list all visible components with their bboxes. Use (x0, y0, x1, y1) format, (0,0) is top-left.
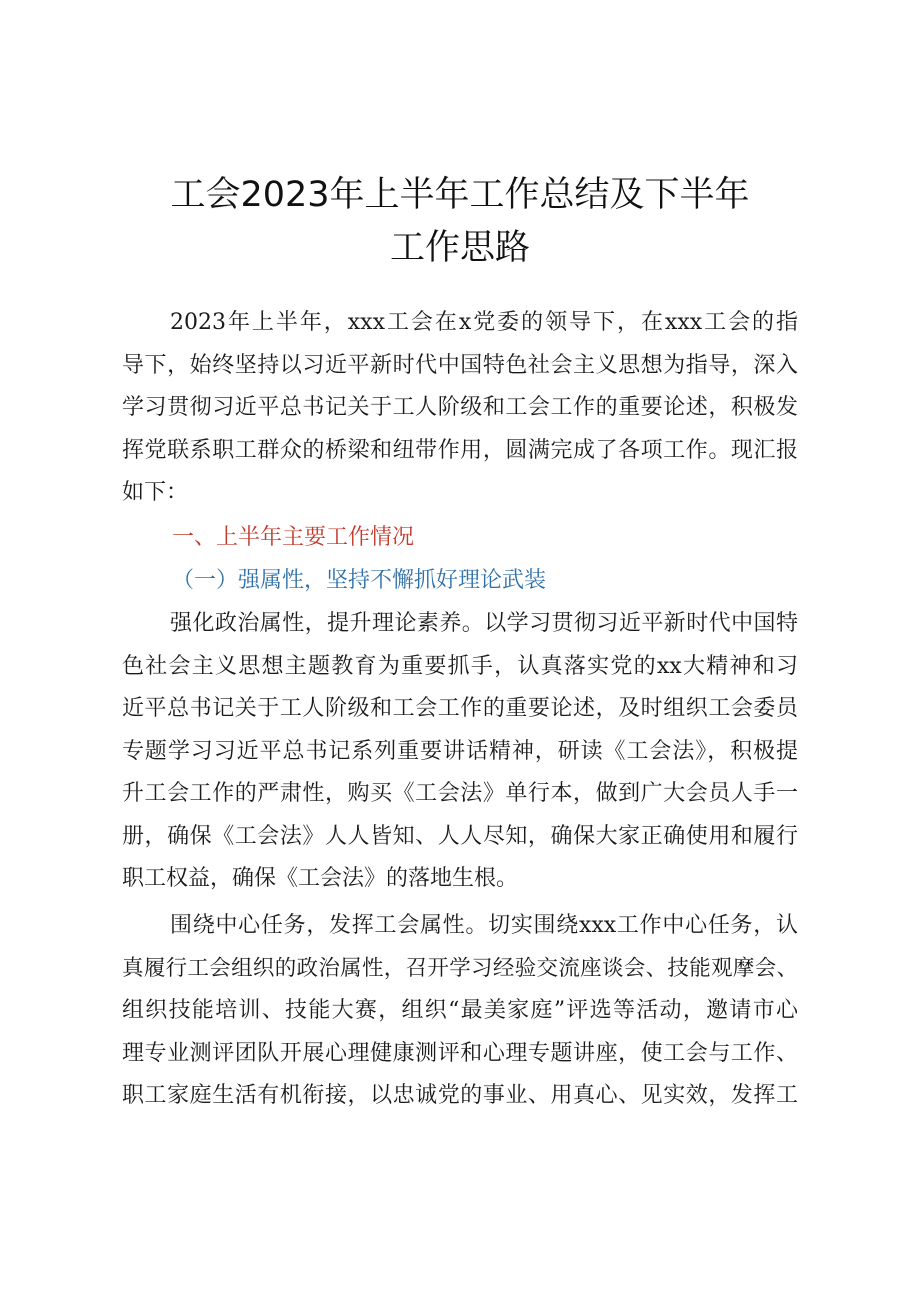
paragraph-line: 专题学习习近平总书记系列重要讲话精神，研读《工会法》，积极提 (122, 738, 798, 764)
paragraph-line: 组织技能培训、技能大赛，组织“最美家庭”评选等活动，邀请市心 (122, 998, 798, 1023)
paragraph-line: 真履行工会组织的政治属性，召开学习经验交流座谈会、技能观摩会、 (122, 955, 798, 981)
paragraph-line: 近平总书记关于工人阶级和工会工作的重要论述，及时组织工会委员 (122, 696, 798, 721)
intro-line: 2023年上半年，xxx工会在x党委的领导下，在xxx工会的指 (170, 310, 798, 335)
body-paragraph-1 (122, 603, 798, 901)
document-title-line-1: 工会2023年上半年工作总结及下半年 (170, 175, 750, 215)
paragraph-line: 册，确保《工会法》人人皆知、人人尽知，确保大家正确使用和履行 (122, 823, 798, 849)
paragraph-line: 强化政治属性，提升理论素养。以学习贯彻习近平新时代中国特 (170, 611, 798, 636)
intro-line: 挥党联系职工群众的桥梁和纽带作用，圆满完成了各项工作。现汇报 (122, 437, 798, 463)
intro-line: 学习贯彻习近平总书记关于工人阶级和工会工作的重要论述，积极发 (122, 395, 798, 420)
intro-paragraph (122, 302, 798, 515)
paragraph-line: 升工会工作的严肃性，购买《工会法》单行本，做到广大会员人手一 (122, 781, 798, 806)
paragraph-line: 理专业测评团队开展心理健康测评和心理专题讲座，使工会与工作、 (122, 1040, 798, 1066)
paragraph-line: 职工权益，确保《工会法》的落地生根。 (122, 866, 519, 891)
intro-line: 如下： (122, 480, 189, 505)
paragraph-line: 职工家庭生活有机衔接，以忠诚党的事业、用真心、见实效，发挥工 (122, 1083, 798, 1108)
paragraph-line: 围绕中心任务，发挥工会属性。切实围绕xxx工作中心任务，认 (170, 913, 798, 938)
section-heading-1: 一、上半年主要工作情况 (172, 525, 415, 550)
document-title-line-2: 工作思路 (389, 228, 530, 268)
body-paragraph-2 (122, 905, 798, 1118)
paragraph-line: 色社会主义思想主题教育为重要抓手，认真落实党的xx大精神和习 (122, 653, 798, 679)
subsection-heading-1: （一）强属性，坚持不懈抓好理论武装 (172, 568, 547, 593)
intro-line: 导下，始终坚持以习近平新时代中国特色社会主义思想为指导，深入 (122, 352, 798, 378)
